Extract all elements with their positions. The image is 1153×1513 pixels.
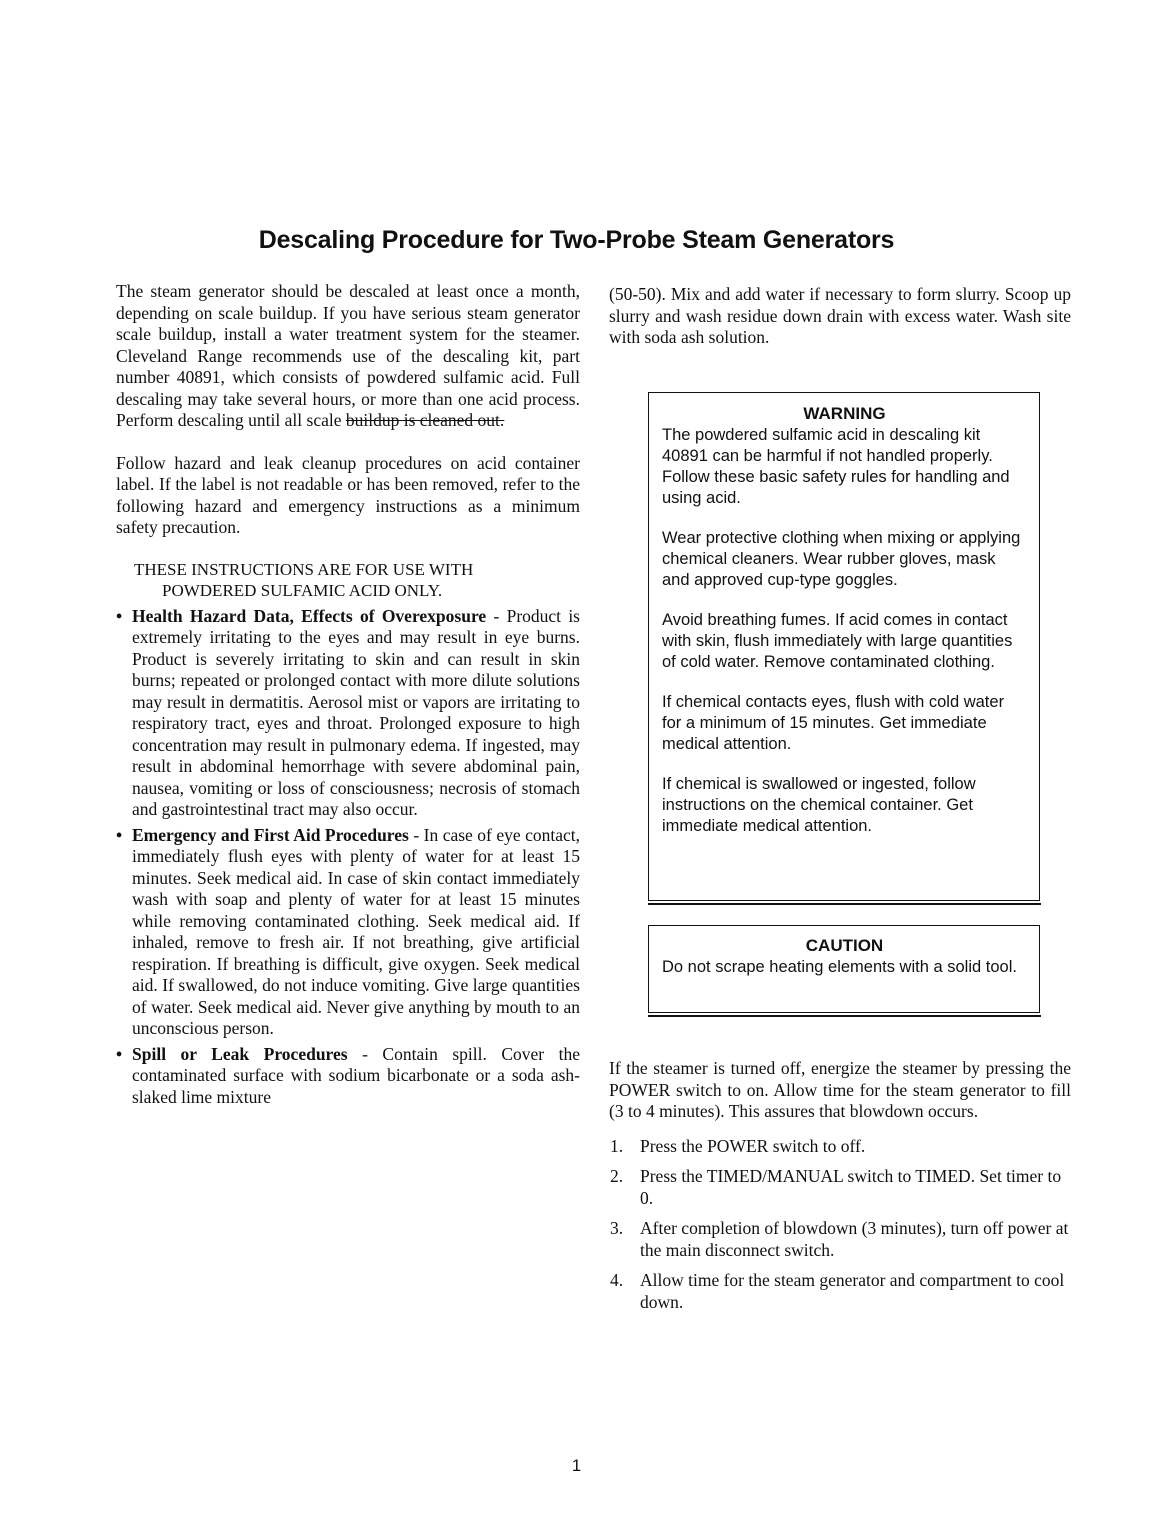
- bullet-text: - Product is extremely irritating to the eyes and may result in eye burns. Product is severely irritating to skin and can result in skin burns; repeated or prolonged contact with more dilute solutions may result in dermatitis. Aerosol mist or vapors are irritating to respiratory tract, eyes and throat. Prolonged exposure to high concentration may result in pulmonary edema. If ingested, may result in abdominal hemorrhage with severe abdominal pain, nausea, vomiting or loss of consciousness; necrosis of stomach and gastrointestinal tract may also occur.: [132, 605, 580, 819]
- page-title: Descaling Procedure for Two-Probe Steam Generators: [258, 226, 895, 254]
- caution-title: CAUTION: [805, 936, 884, 955]
- procedure-steps: [609, 1136, 1071, 1314]
- bullet-first-aid: [116, 825, 580, 1040]
- instructions-heading: [134, 559, 580, 601]
- bullet-heading: Emergency and First Aid Procedures: [132, 824, 409, 845]
- warning-paragraph: Wear protective clothing when mixing or applying chemical cleaners. Wear rubber gloves, mask and approved cup-type goggles.: [662, 529, 1021, 589]
- step-item: [609, 1136, 1071, 1158]
- bullet-heading: Spill or Leak Procedures: [132, 1043, 348, 1064]
- step-number: 3.: [610, 1218, 624, 1238]
- bullet-health-hazard: [116, 606, 580, 821]
- bullet-spill-leak: [116, 1044, 580, 1109]
- bullet-heading: Health Hazard Data, Effects of Overexposure: [132, 605, 487, 626]
- instructions-heading-line2: POWDERED SULFAMIC ACID ONLY.: [162, 580, 443, 600]
- spill-continued-paragraph: (50-50). Mix and add water if necessary to form slurry. Scoop up slurry and wash residue down drain with excess water. Wash site with soda ash solution.: [609, 284, 1071, 347]
- step-number: 1.: [610, 1135, 624, 1156]
- intro-struck-text: buildup is cleaned out.: [345, 410, 505, 430]
- warning-title: WARNING: [803, 404, 886, 423]
- step-number: 4.: [610, 1270, 624, 1290]
- warning-paragraph: If chemical contacts eyes, flush with cold water for a minimum of 15 minutes. Get immediate medical attention.: [662, 693, 1005, 753]
- step-item: [609, 1166, 1071, 1209]
- warning-paragraph: If chemical is swallowed or ingested, follow instructions on the chemical container. Get immediate medical attention.: [662, 775, 976, 835]
- warning-paragraph: Avoid breathing fumes. If acid comes in contact with skin, flush immediately with large quantities of cold water. Remove contaminated clothing.: [662, 611, 1013, 671]
- cleanup-paragraph: Follow hazard and leak cleanup procedures on acid container label. If the label is not readable or has been removed, refer to the following hazard and emergency instructions as a minimum safety precaution.: [116, 452, 580, 537]
- procedure-section: [609, 1058, 1071, 1322]
- hazard-bullet-list: [116, 606, 580, 1109]
- step-text: Press the TIMED/MANUAL switch to TIMED. Set timer to 0.: [640, 1166, 1062, 1208]
- step-text: Allow time for the steam generator and compartment to cool down.: [640, 1270, 1065, 1312]
- right-column-top: [609, 284, 1071, 349]
- step-number: 2.: [610, 1166, 624, 1186]
- page-number: 1: [571, 1456, 582, 1475]
- left-column: [116, 281, 580, 1112]
- warning-box: [648, 392, 1040, 901]
- caution-box: [648, 925, 1040, 1013]
- instructions-heading-line1: THESE INSTRUCTIONS ARE FOR USE WITH: [134, 559, 474, 579]
- warning-paragraph: The powdered sulfamic acid in descaling kit 40891 can be harmful if not handled properly. Follow these basic safety rules for handling and using acid.: [662, 426, 1010, 507]
- intro-paragraph: [116, 281, 580, 432]
- intro-text: The steam generator should be descaled at least once a month, depending on scale buildup. If you have serious steam generator scale buildup, install a water treatment system for the steamer. Cleveland Range recommends use of the descaling kit, part number 40891, which consists of powdered sulfamic acid. Full descaling may take several hours, or more than one acid process. Perform descaling until all scale: [116, 281, 580, 430]
- bullet-text: - Contain spill. Cover the contaminated surface with sodium bicarbonate or a soda ash-slaked lime mixture: [132, 1043, 580, 1107]
- step-item: [609, 1218, 1071, 1261]
- step-text: Press the POWER switch to off.: [640, 1135, 866, 1156]
- procedure-intro: If the steamer is turned off, energize the steamer by pressing the POWER switch to on. Allow time for the steam generator to fill (3 to 4 minutes). This assures that blowdown occurs.: [609, 1058, 1071, 1121]
- step-text: After completion of blowdown (3 minutes), turn off power at the main disconnect switch.: [640, 1218, 1069, 1260]
- caution-text: Do not scrape heating elements with a solid tool.: [662, 958, 1017, 976]
- step-item: [609, 1270, 1071, 1313]
- bullet-text: - In case of eye contact, immediately flush eyes with plenty of water for at least 15 minutes. Seek medical aid. In case of skin contact immediately wash with soap and plenty of water for at least 15 minutes while removing contaminated clothing. Seek medical aid. If inhaled, remove to fresh air. If not breathing, give artificial respiration. If breathing is difficult, give oxygen. Seek medical aid. If swallowed, do not induce vomiting. Give large quantities of water. Seek medical aid. Never give anything by mouth to an unconscious person.: [132, 824, 581, 1038]
